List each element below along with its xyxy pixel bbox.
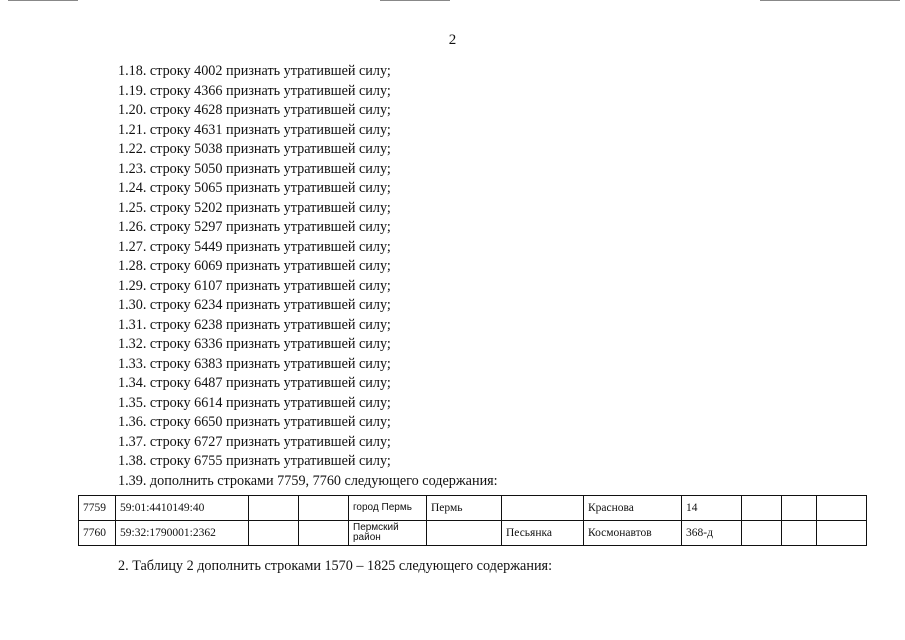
municipality: город Пермь bbox=[349, 496, 427, 521]
table-cell bbox=[782, 521, 817, 546]
top-rule-right bbox=[760, 0, 900, 1]
street: Краснова bbox=[584, 496, 682, 521]
locality bbox=[427, 521, 502, 546]
table-cell bbox=[502, 496, 584, 521]
list-item: 1.39. дополнить строками 7759, 7760 следующего содержания: bbox=[118, 472, 498, 489]
list-item: 1.30. строку 6234 признать утратившей силу; bbox=[118, 297, 391, 313]
table-row bbox=[79, 521, 867, 546]
list-item: 1.20. строку 4628 признать утратившей силу; bbox=[118, 102, 391, 118]
list-item: 1.18. строку 4002 признать утратившей силу; bbox=[118, 63, 391, 79]
list-item: 1.25. строку 5202 признать утратившей силу; bbox=[118, 199, 391, 216]
top-rule-left bbox=[8, 0, 78, 1]
list-item: 1.32. строку 6336 признать утратившей силу; bbox=[118, 336, 391, 352]
table-cell bbox=[249, 496, 299, 521]
list-item: 1.24. строку 5065 признать утратившей силу; bbox=[118, 180, 391, 196]
list-item: 1.28. строку 6069 признать утратившей силу; bbox=[118, 258, 391, 274]
settlement: Песьянка bbox=[502, 521, 584, 546]
table-cell bbox=[817, 521, 867, 546]
table-row bbox=[79, 496, 867, 521]
street: Космонавтов bbox=[584, 521, 682, 546]
table-cell bbox=[299, 521, 349, 546]
row-number: 7760 bbox=[79, 521, 116, 546]
page-number: 2 bbox=[448, 32, 457, 48]
table-cell bbox=[249, 521, 299, 546]
table-cell bbox=[817, 496, 867, 521]
list-item: 1.26. строку 5297 признать утратившей силу; bbox=[118, 219, 391, 235]
house-number: 14 bbox=[682, 496, 742, 521]
cadastral-number: 59:01:4410149:40 bbox=[116, 496, 249, 521]
list-item: 1.27. строку 5449 признать утратившей силу; bbox=[118, 238, 391, 255]
addition-table bbox=[78, 495, 867, 546]
amendment-list bbox=[118, 62, 498, 491]
list-item: 1.23. строку 5050 признать утратившей силу; bbox=[118, 160, 391, 177]
table-cell bbox=[299, 496, 349, 521]
top-rule-center bbox=[380, 0, 450, 1]
section-2-text: 2. Таблицу 2 дополнить строками 1570 – 1825 следующего содержания: bbox=[118, 558, 553, 574]
municipality: Пермский район bbox=[349, 521, 427, 546]
list-item: 1.38. строку 6755 признать утратившей силу; bbox=[118, 453, 391, 469]
table-cell bbox=[742, 521, 782, 546]
list-item: 1.35. строку 6614 признать утратившей силу; bbox=[118, 394, 391, 411]
list-item: 1.19. строку 4366 признать утратившей силу; bbox=[118, 82, 391, 99]
locality: Пермь bbox=[427, 496, 502, 521]
list-item: 1.34. строку 6487 признать утратившей силу; bbox=[118, 375, 391, 391]
house-number: 368-д bbox=[682, 521, 742, 546]
table-cell bbox=[782, 496, 817, 521]
list-item: 1.22. строку 5038 признать утратившей силу; bbox=[118, 141, 391, 157]
list-item: 1.33. строку 6383 признать утратившей силу; bbox=[118, 355, 391, 372]
list-item: 1.36. строку 6650 признать утратившей силу; bbox=[118, 414, 391, 430]
list-item: 1.21. строку 4631 признать утратившей силу; bbox=[118, 121, 391, 138]
list-item: 1.31. строку 6238 признать утратившей силу; bbox=[118, 316, 391, 333]
cadastral-number: 59:32:1790001:2362 bbox=[116, 521, 249, 546]
list-item: 1.29. строку 6107 признать утратившей силу; bbox=[118, 277, 391, 294]
table-cell bbox=[742, 496, 782, 521]
row-number: 7759 bbox=[79, 496, 116, 521]
list-item: 1.37. строку 6727 признать утратившей силу; bbox=[118, 433, 391, 450]
